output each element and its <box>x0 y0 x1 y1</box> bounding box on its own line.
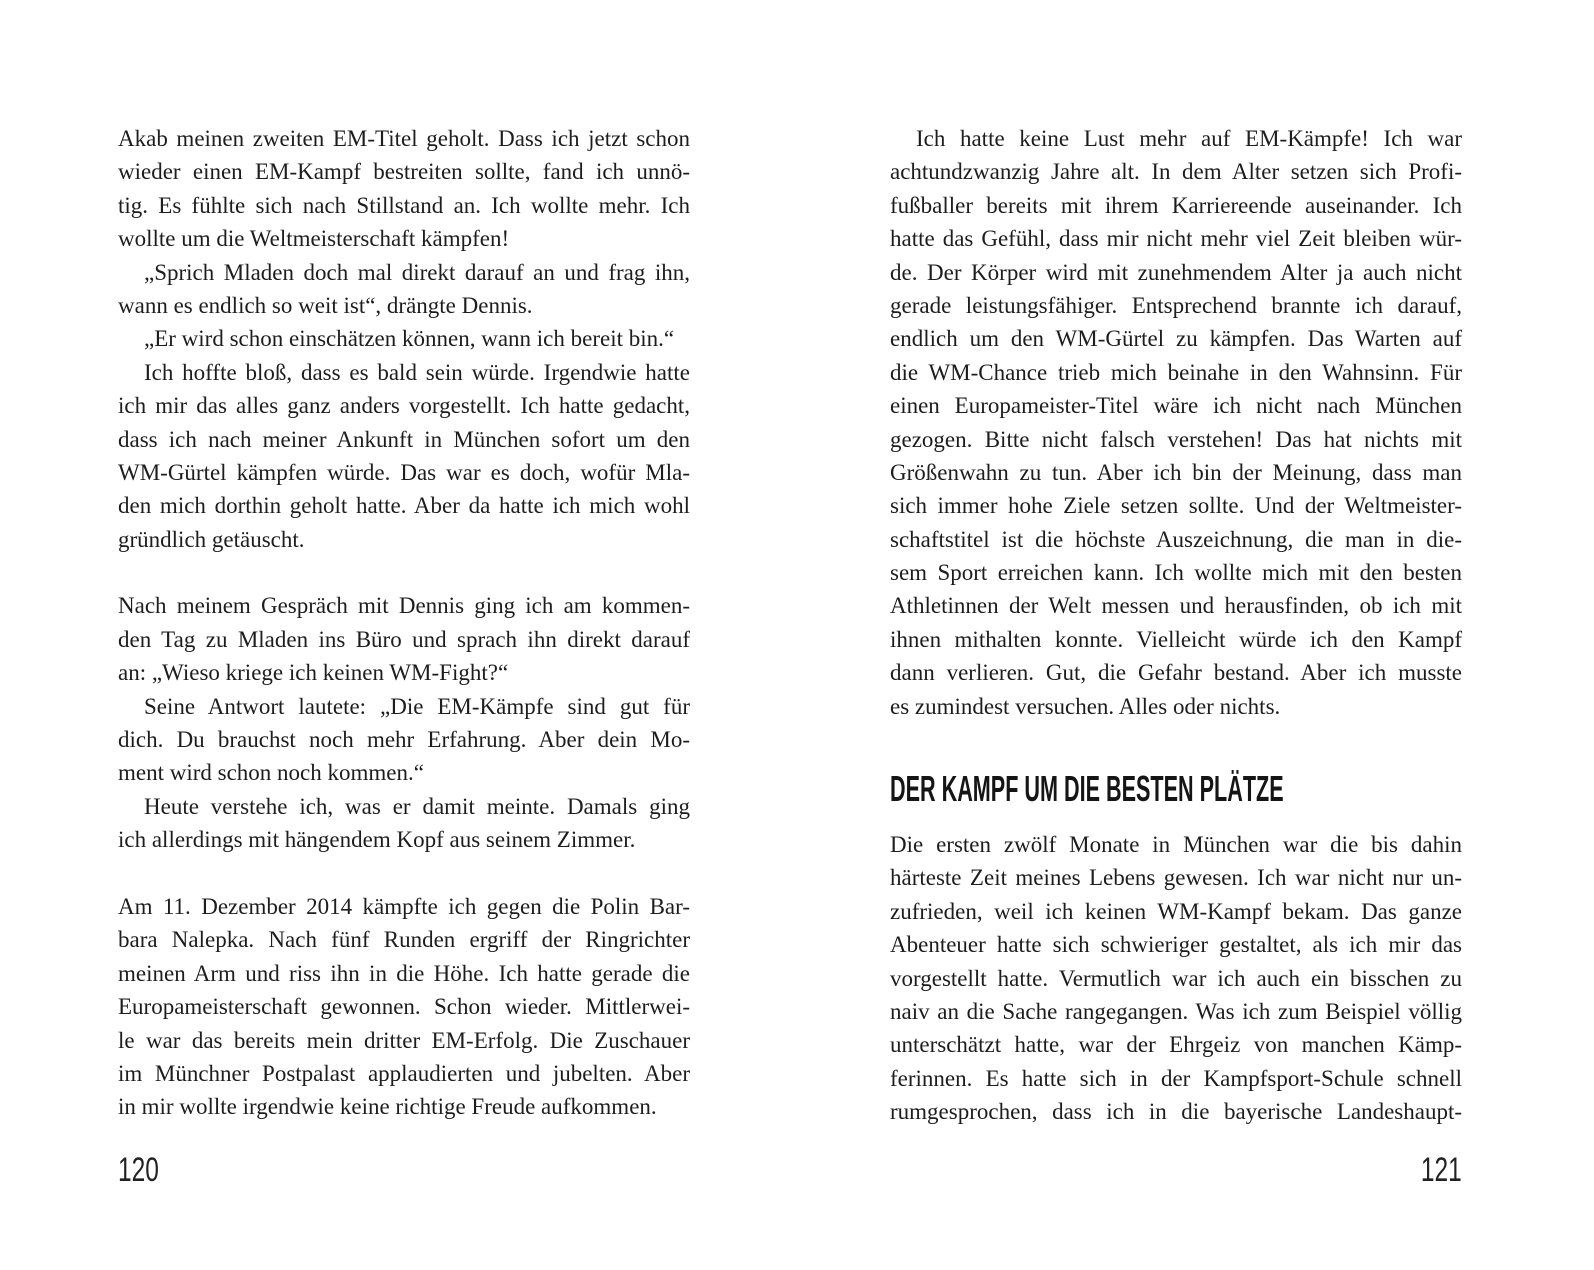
text-line: Nach meinem Gespräch mit Dennis ging ich am kommen- <box>118 593 690 619</box>
text-line: unterschätzt hatte, war der Ehrgeiz von manchen Kämp- <box>890 1032 1462 1058</box>
text-line: fußballer bereits mit ihrem Karriereende auseinander. Ich <box>890 192 1462 218</box>
text-line: de. Der Körper wird mit zunehmendem Alter ja auch nicht <box>890 259 1462 285</box>
text-line: WM-Gürtel kämpfen würde. Das war es doch, wofür Mla- <box>118 459 690 485</box>
text-line: tig. Es fühlte sich nach Stillstand an. Ich wollte mehr. Ich <box>118 192 690 218</box>
text-line: naiv an die Sache rangegangen. Was ich zum Beispiel völlig <box>890 998 1462 1024</box>
text-line: le war das bereits mein dritter EM-Erfolg. Die Zuschauer <box>118 1027 690 1053</box>
text-line: Heute verstehe ich, was er damit meinte. Damals ging <box>144 793 690 819</box>
text-line: in mir wollte irgendwie keine richtige Freude aufkommen. <box>118 1094 657 1120</box>
text-line: den Tag zu Mladen ins Büro und sprach ihn direkt darauf <box>118 626 690 652</box>
text-line: Seine Antwort lautete: „Die EM-Kämpfe sind gut für <box>144 693 690 719</box>
left-page-text-column <box>118 122 690 1124</box>
paragraph <box>890 828 1462 1129</box>
text-line: vorgestellt hatte. Vermutlich war ich auch ein bisschen zu <box>890 965 1462 991</box>
text-line: ment wird schon noch kommen.“ <box>118 760 424 786</box>
text-line: ferinnen. Es hatte sich in der Kampfsport-Schule schnell <box>890 1065 1462 1091</box>
text-line: Athletinnen der Welt messen und herausfinden, ob ich mit <box>890 593 1462 619</box>
paragraph <box>118 122 690 556</box>
text-line: wann es endlich so weit ist“, drängte Dennis. <box>118 292 533 318</box>
text-line: Abenteuer hatte sich schwieriger gestaltet, als ich mir das <box>890 932 1462 958</box>
text-line: hatte das Gefühl, dass mir nicht mehr viel Zeit bleiben wür- <box>890 226 1462 252</box>
text-line: dann verlieren. Gut, die Gefahr bestand. Aber ich musste <box>890 660 1462 686</box>
text-line: an: „Wieso kriege ich keinen WM-Fight?“ <box>118 660 509 686</box>
text-line: ihnen mithalten konnte. Vielleicht würde ich den Kampf <box>890 626 1462 652</box>
text-line: gezogen. Bitte nicht falsch verstehen! Das hat nichts mit <box>890 426 1462 452</box>
text-line: endlich um den WM-Gürtel zu kämpfen. Das Warten auf <box>890 326 1462 352</box>
text-line: Akab meinen zweiten EM-Titel geholt. Dass ich jetzt schon <box>118 126 690 151</box>
text-line: „Sprich Mladen doch mal direkt darauf an und frag ihn, <box>144 259 690 285</box>
text-line: Am 11. Dezember 2014 kämpfte ich gegen die Polin Bar- <box>118 893 690 919</box>
right-page-text-column <box>890 122 1462 1129</box>
text-line: Größenwahn zu tun. Aber ich bin der Meinung, dass man <box>890 459 1462 485</box>
text-line: „Er wird schon einschätzen können, wann ich bereit bin.“ <box>144 326 675 352</box>
text-line: im Münchner Postpalast applaudierten und jubelten. Aber <box>118 1060 690 1086</box>
text-line: wollte um die Weltmeisterschaft kämpfen! <box>118 226 510 252</box>
text-line: dich. Du brauchst noch mehr Erfahrung. Aber dein Mo- <box>118 727 690 753</box>
page-number-right <box>890 1150 1462 1190</box>
page-number-right-value: 121 <box>1421 1151 1462 1189</box>
text-line: zufrieden, weil ich keinen WM-Kampf bekam. Das ganze <box>890 898 1462 924</box>
text-line: es zumindest versuchen. Alles oder nichts. <box>890 693 1281 719</box>
text-line: schaftstitel ist die höchste Auszeichnung, die man in die- <box>890 526 1462 552</box>
text-line: achtundzwanzig Jahre alt. In dem Alter setzen sich Profi- <box>890 159 1462 185</box>
text-line: dass ich nach meiner Ankunft in München sofort um den <box>118 426 690 452</box>
text-line: den mich dorthin geholt hatte. Aber da hatte ich mich wohl <box>118 493 690 519</box>
text-line: bara Nalepka. Nach fünf Runden ergriff der Ringrichter <box>118 927 690 953</box>
text-line: Europameisterschaft gewonnen. Schon wieder. Mittlerwei- <box>118 994 690 1020</box>
text-line: härteste Zeit meines Lebens gewesen. Ich war nicht nur un- <box>890 865 1462 891</box>
text-line: gerade leistungsfähiger. Entsprechend brannte ich darauf, <box>890 292 1462 318</box>
section-heading-text: DER KAMPF UM DIE BESTEN PLÄTZE <box>890 768 1284 810</box>
paragraph <box>118 589 690 856</box>
text-line: ich allerdings mit hängendem Kopf aus seinem Zimmer. <box>118 827 636 853</box>
text-line: wieder einen EM-Kampf bestreiten sollte, fand ich unnö- <box>118 159 690 185</box>
text-line: sem Sport erreichen kann. Ich wollte mich mit den besten <box>890 560 1462 586</box>
text-line: Ich hatte keine Lust mehr auf EM-Kämpfe! Ich war <box>916 126 1462 151</box>
text-line: einen Europameister-Titel wäre ich nicht nach München <box>890 393 1462 419</box>
text-line: die WM-Chance trieb mich beinahe in den Wahnsinn. Für <box>890 359 1462 385</box>
text-line: sich immer hohe Ziele setzen sollte. Und der Weltmeister- <box>890 493 1462 519</box>
page-number-left <box>118 1150 175 1190</box>
text-line: meinen Arm und riss ihn in die Höhe. Ich hatte gerade die <box>118 960 690 986</box>
text-line: ich mir das alles ganz anders vorgestellt. Ich hatte gedacht, <box>118 393 690 419</box>
text-line: Die ersten zwölf Monate in München war die bis dahin <box>890 832 1462 858</box>
section-heading <box>890 769 1462 809</box>
page-number-left-value: 120 <box>118 1151 159 1189</box>
text-line: Ich hoffte bloß, dass es bald sein würde. Irgendwie hatte <box>144 359 690 385</box>
paragraph <box>118 890 690 1124</box>
text-line: rumgesprochen, dass ich in die bayerische Landeshaupt- <box>890 1099 1462 1125</box>
text-line: gründlich getäuscht. <box>118 526 305 552</box>
paragraph <box>890 122 1462 723</box>
